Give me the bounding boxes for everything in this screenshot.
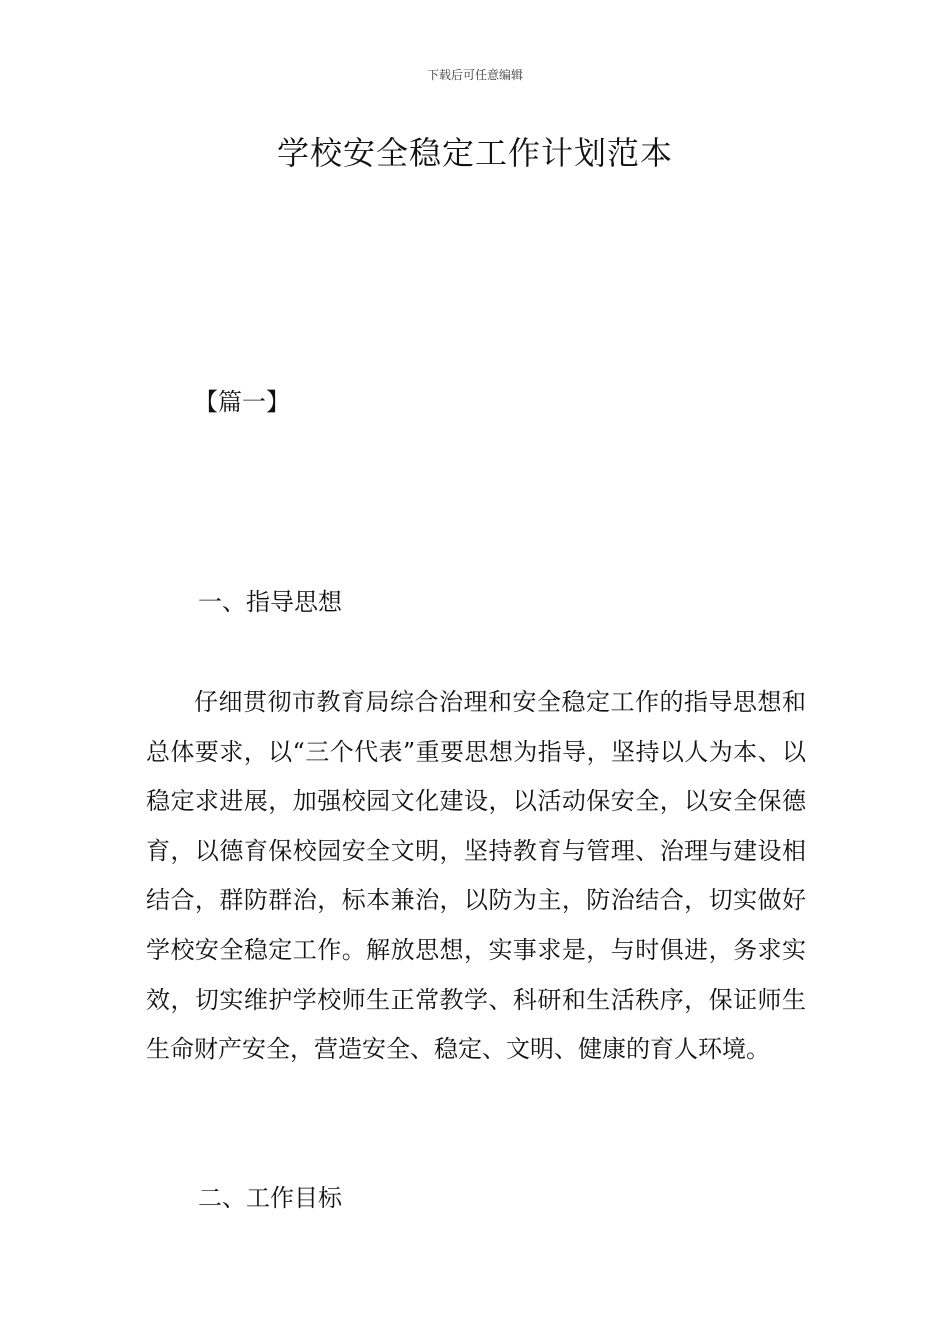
section-heading-work-goals: 二、工作目标 bbox=[198, 1184, 342, 1212]
document-title: 学校安全稳定工作计划范本 bbox=[276, 134, 673, 172]
section-tag: 【篇一】 bbox=[194, 388, 290, 416]
body-paragraph: 仔细贯彻市教育局综合治理和安全稳定工作的指导思想和总体要求，以“三个代表”重要思想为指导，坚持以人为本、以稳定求进展，加强校园文化建设，以活动保安全，以安全保德育，以德育保校园安全文明，坚持教育与管理、治理与建设相结合，群防群治，标本兼治，以防为主，防治结合，切实做好学校安全稳定工作。解放思想，实事求是，与时俱进，务求实效，切实维护学校师生正常教学、科研和生活秩序，保证师生生命财产安全，营造安全、稳定、文明、健康的育人环境。 bbox=[146, 688, 806, 1064]
header-note: 下载后可任意编辑 bbox=[426, 68, 523, 82]
section-heading-guiding-ideology: 一、指导思想 bbox=[198, 588, 342, 616]
